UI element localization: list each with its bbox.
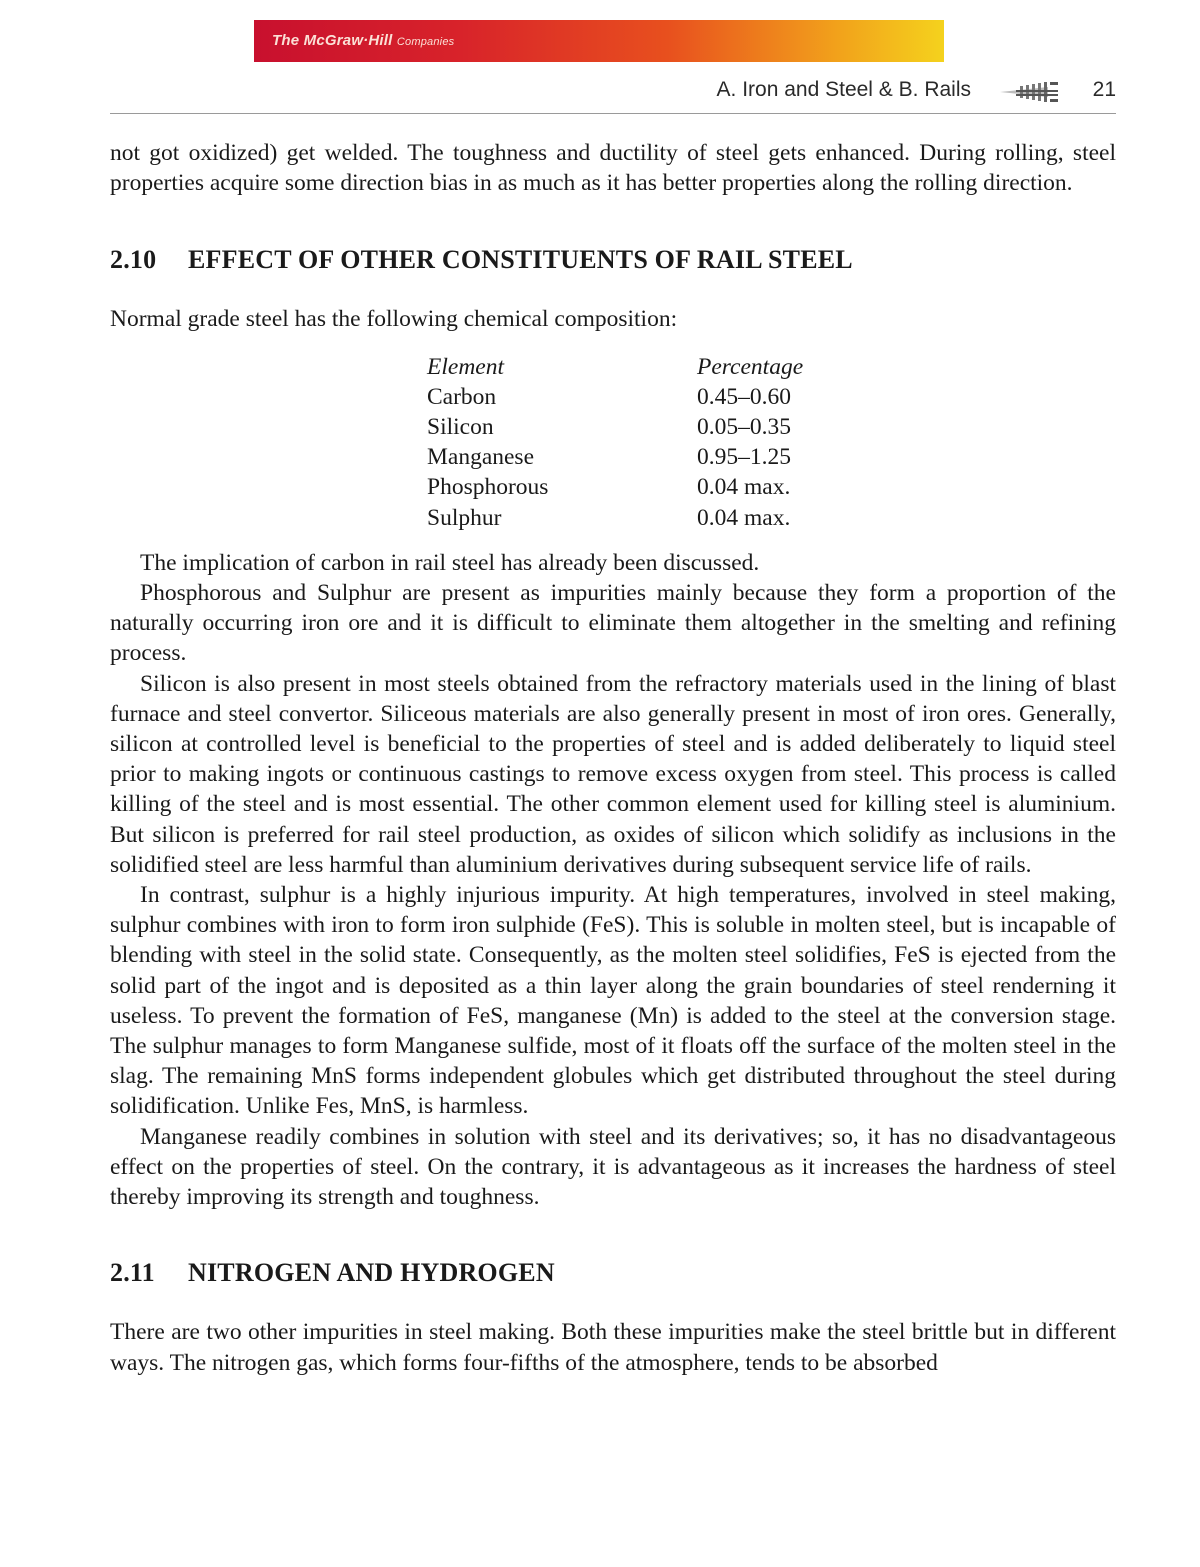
- header-divider: [110, 113, 1116, 114]
- table-row: [427, 382, 803, 412]
- percentage-cell: 0.04 max.: [697, 474, 791, 501]
- element-cell: Silicon: [427, 414, 494, 441]
- paragraph-phosphorous-sulphur: Phosphorous and Sulphur are present as impurities mainly because they form a proportion of the naturally occurring iron ore and it is difficult to eliminate them altogether in the smelting and refining process.: [110, 580, 1116, 667]
- composition-intro: Normal grade steel has the following chemical composition:: [110, 306, 678, 333]
- publisher-banner: [254, 20, 944, 62]
- section-title: EFFECT OF OTHER CONSTITUENTS OF RAIL STEEL: [188, 245, 853, 275]
- section-heading-2-11: [110, 1258, 1116, 1288]
- percentage-cell: 0.05–0.35: [697, 414, 791, 441]
- page-body: [110, 138, 1116, 1378]
- paragraph-sulphur: In contrast, sulphur is a highly injurious impurity. At high temperatures, involved in steel making, sulphur combines with iron to form iron sulphide (FeS). This is soluble in molten steel, but is incapable of blending with steel in the solid state. Consequently, as the molten steel solidifies, FeS is ejected from the solid part of the ingot and is deposited as a thin layer along the grain boundaries of steel renderning it useless. To prevent the formation of FeS, manganese (Mn) is added to the steel at the conversion stage. The sulphur manages to form Manganese sulfide, most of it floats off the surface of the molten steel in the slag. The remaining MnS forms independent globules which get distributed throughout the steel during solidification. Unlike Fes, MnS, is harmless.: [110, 882, 1116, 1120]
- percentage-cell: 0.45–0.60: [697, 383, 791, 410]
- publisher-logo: The McGraw·Hill Companies: [272, 32, 455, 49]
- percentage-cell: 0.04 max.: [697, 504, 791, 531]
- section-number: 2.10: [110, 245, 157, 275]
- paragraph-silicon: Silicon is also present in most steels obtained from the refractory materials used in the lining of blast furnace and steel convertor. Siliceous materials are also generally present in most of iron ores. Generally, silicon at controlled level is beneficial to the properties of steel and is added deliberately to liquid steel prior to making ingots or continuous castings to remove excess oxygen from steel. This process is called killing of the steel and is most essential. The other common element used for killing steel is aluminium. But silicon is preferred for rail steel production, as oxides of silicon which solidify as inclusions in the solidified steel are less harmful than aluminium derivatives during subsequent service life of rails.: [110, 670, 1116, 878]
- column-header-element: Element: [427, 353, 504, 380]
- section-heading-2-10: [110, 245, 1116, 275]
- running-title: A. Iron and Steel & B. Rails: [716, 78, 971, 101]
- page-number: 21: [1092, 78, 1116, 101]
- running-header: [110, 78, 1116, 108]
- continued-paragraph: not got oxidized) get welded. The toughness and ductility of steel gets enhanced. During rolling, steel properties acquire some direction bias in as much as it has better properties along the rolling direction.: [110, 140, 1116, 197]
- table-row: [427, 503, 803, 533]
- column-header-percentage: Percentage: [697, 353, 804, 380]
- percentage-cell: 0.95–1.25: [697, 444, 791, 471]
- element-cell: Phosphorous: [427, 474, 549, 501]
- paragraph-carbon: The implication of carbon in rail steel has already been discussed.: [140, 549, 760, 576]
- table-row: [427, 442, 803, 472]
- paragraph-manganese: Manganese readily combines in solution with steel and its derivatives; so, it has no disadvantageous effect on the properties of steel. On the contrary, it is advantageous as it increases the hardness of steel thereby improving its strength and toughness.: [110, 1123, 1116, 1211]
- element-cell: Sulphur: [427, 504, 502, 531]
- table-row: [427, 472, 803, 502]
- composition-table: [427, 352, 803, 533]
- table-row: [427, 412, 803, 442]
- table-header-row: [427, 352, 803, 382]
- section-number: 2.11: [110, 1258, 155, 1288]
- paragraph-nitrogen-hydrogen: There are two other impurities in steel making. Both these impurities make the steel brittle but in different ways. The nitrogen gas, which forms four-fifths of the atmosphere, tends to be absorbed: [110, 1319, 1116, 1376]
- element-cell: Manganese: [427, 444, 535, 471]
- rail-track-icon: [998, 81, 1060, 103]
- element-cell: Carbon: [427, 383, 497, 410]
- section-title: NITROGEN AND HYDROGEN: [188, 1258, 555, 1288]
